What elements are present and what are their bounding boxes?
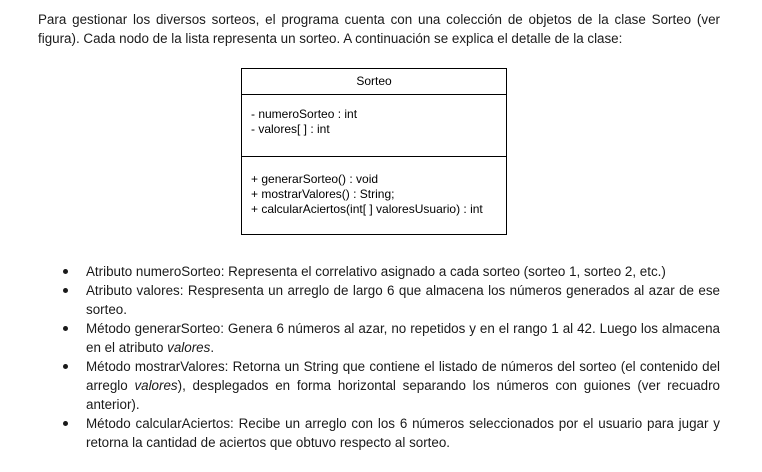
list-item-text: . [210, 340, 215, 355]
list-item [38, 262, 720, 281]
uml-method: + generarSorteo() : void [251, 172, 379, 186]
uml-method: + mostrarValores() : String; [251, 187, 395, 201]
list-item-text: ), desplegados en forma horizontal separando los números con guiones (ver recuadro anterior). [86, 378, 721, 412]
bullet-icon [63, 326, 68, 331]
list-item-emphasis: valores [167, 340, 211, 355]
list-item-emphasis: valores [134, 378, 178, 393]
description-list [38, 262, 720, 452]
intro-paragraph: Para gestionar los diversos sorteos, el programa cuenta con una colección de objetos de la clase Sorteo (ver figura). Cada nodo de la lista representa un sorteo. A continuación se explica el detalle de la clase: [38, 12, 720, 46]
bullet-icon [63, 421, 68, 426]
list-item [38, 414, 720, 452]
bullet-icon [63, 364, 68, 369]
uml-class-diagram [241, 68, 507, 235]
list-item-text: Método calcularAciertos: Recibe un arreglo con los 6 números seleccionados por el usuario para jugar y retorna la cantidad de aciertos que obtuvo respecto al sorteo. [86, 416, 720, 450]
uml-class-name: Sorteo [242, 69, 506, 95]
uml-methods [242, 157, 506, 217]
bullet-icon [63, 288, 68, 293]
list-item-text: Atributo numeroSorteo: Representa el correlativo asignado a cada sorteo (sorteo 1, sorteo 2, etc.) [86, 264, 666, 279]
uml-attribute: - numeroSorteo : int [251, 107, 358, 121]
uml-attributes [242, 95, 506, 157]
list-item [38, 281, 720, 319]
list-item-text: Atributo valores: Respresenta un arreglo de largo 6 que almacena los números generados al azar de ese sorteo. [86, 283, 720, 317]
list-item [38, 319, 720, 357]
uml-method: + calcularAciertos(int[ ] valoresUsuario) : int [251, 202, 483, 216]
bullet-icon [63, 269, 68, 274]
list-item-text: Método mostrarValores: Retorna un String que contiene el listado de números del sorteo (el contenido del arreglo [86, 359, 720, 393]
list-item-text: Método generarSorteo: Genera 6 números al azar, no repetidos y en el rango 1 al 42. Luego los almacena en el atributo [86, 321, 720, 355]
list-item [38, 357, 720, 414]
uml-attribute: - valores[ ] : int [251, 122, 330, 136]
